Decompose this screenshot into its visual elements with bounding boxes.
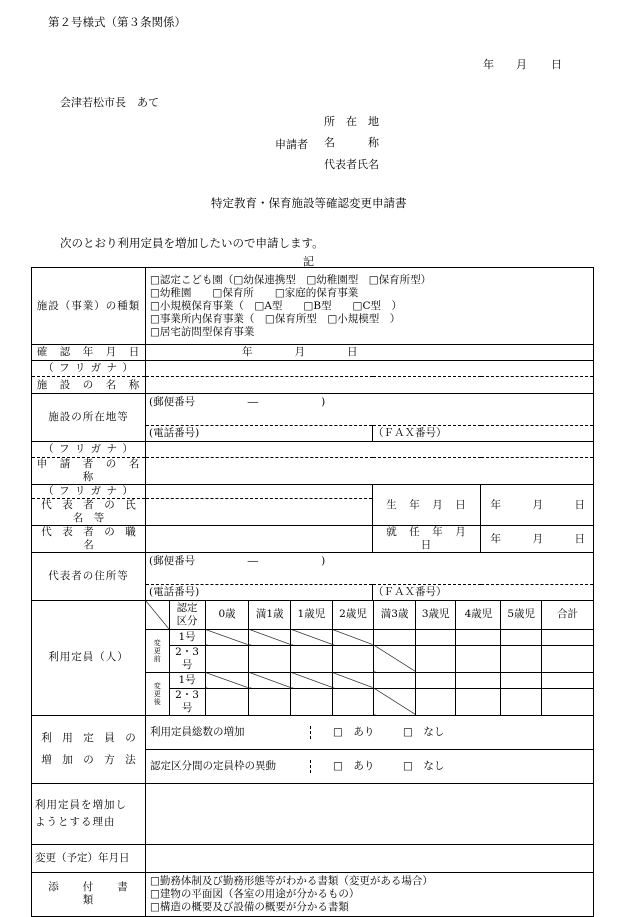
age-header: 4歳児: [456, 601, 501, 629]
representative-name-label: 代表者氏名: [324, 158, 379, 171]
facility-furigana-field[interactable]: [146, 361, 594, 377]
applicant-address-label: 所 在 地: [324, 115, 379, 128]
capacity-grid-cell: [146, 601, 594, 716]
attachments-row: [32, 872, 594, 916]
age-header: 5歳児: [501, 601, 542, 629]
facility-type-option[interactable]: □小規模保育事業（ □A型 □B型 □C型 ）: [150, 299, 403, 312]
capacity-cell-disabled: [205, 672, 249, 688]
facility-fax-field[interactable]: （ＦＡＸ番号）: [373, 426, 594, 442]
addressee: 会津若松市長 あて: [60, 96, 159, 109]
capacity-row: [32, 601, 594, 716]
rep-postal-field[interactable]: (郵便番号 ― ): [146, 553, 594, 585]
capacity-cell[interactable]: [415, 629, 456, 645]
applicant-name-row: [32, 458, 594, 485]
facility-furigana-row: [32, 361, 594, 377]
page-title: 特定教育・保育施設等確認変更申請書: [211, 196, 407, 210]
rep-address-row: [32, 553, 594, 585]
ki-label: 記: [303, 255, 314, 268]
capacity-cell[interactable]: [541, 672, 593, 688]
corner-cell: [146, 601, 169, 629]
rep-furigana-row: [32, 485, 594, 499]
facility-name-field[interactable]: [146, 377, 594, 394]
rep-furigana-field[interactable]: [146, 485, 373, 499]
birth-date-label: 生 年 月 日: [373, 485, 481, 526]
facility-type-option[interactable]: □事業所内保育事業（ □保育所型 □小規模型 ）: [150, 312, 401, 325]
facility-type-options: [146, 268, 594, 345]
facility-type-option[interactable]: □認定こども園（□幼保連携型 □幼稚園型 □保育所型）: [150, 273, 432, 286]
rep-phone-field[interactable]: (電話番号): [146, 585, 373, 601]
method-inter-cell: [146, 749, 594, 783]
capacity-cell-disabled: [332, 629, 374, 645]
capacity-cell[interactable]: [501, 672, 542, 688]
inter-no-checkbox[interactable]: □ なし: [403, 759, 445, 772]
rep-title-field[interactable]: [146, 526, 373, 553]
capacity-cell[interactable]: [456, 672, 501, 688]
reason-label: 利用定員を増加し ようとする理由: [32, 783, 146, 844]
category-1-label: 1号: [169, 672, 205, 688]
facility-name-row: [32, 377, 594, 394]
capacity-cell[interactable]: [501, 629, 542, 645]
total-increase-label: 利用定員総数の増加: [146, 726, 311, 739]
attachment-item[interactable]: □勤務体制及び勤務形態等がわかる書類（変更がある場合）: [150, 874, 433, 887]
capacity-cell[interactable]: [291, 688, 333, 715]
facility-address-row: [32, 394, 594, 426]
facility-type-option[interactable]: □居宅訪問型保育事業: [150, 325, 255, 338]
capacity-cell[interactable]: [456, 645, 501, 672]
capacity-cell-disabled: [374, 688, 416, 715]
capacity-cell-disabled: [249, 629, 291, 645]
total-no-checkbox[interactable]: □ なし: [403, 725, 445, 738]
capacity-cell[interactable]: [205, 645, 249, 672]
reason-row: [32, 783, 594, 844]
intro-text: 次のとおり利用定員を増加したいので申請します。: [60, 236, 324, 250]
capacity-label: 利用定員（人）: [32, 601, 146, 716]
capacity-cell[interactable]: [415, 688, 456, 715]
rep-name-field[interactable]: [146, 499, 373, 526]
capacity-cell[interactable]: [541, 645, 593, 672]
attachments-list: [146, 872, 594, 916]
inter-yes-checkbox[interactable]: □ あり: [333, 759, 375, 772]
furigana-label: （ フ リ ガ ナ ）: [32, 361, 146, 377]
capacity-cell[interactable]: [541, 688, 593, 715]
category-1-label: 1号: [169, 629, 205, 645]
capacity-after-1-row: [146, 672, 593, 688]
appointed-date-field[interactable]: 年 月 日: [481, 526, 594, 553]
category-header: 認定 区分: [169, 601, 205, 629]
capacity-cell[interactable]: [541, 629, 593, 645]
application-form-table: [31, 267, 594, 917]
change-date-field[interactable]: [146, 844, 594, 872]
applicant-name-label: 名 称: [324, 136, 379, 149]
birth-date-field[interactable]: 年 月 日: [481, 485, 594, 526]
capacity-cell[interactable]: [205, 688, 249, 715]
furigana-label: （ フ リ ガ ナ ）: [32, 442, 146, 458]
applicant-name-field[interactable]: [146, 458, 594, 485]
capacity-cell[interactable]: [291, 645, 333, 672]
capacity-cell-disabled: [205, 629, 249, 645]
capacity-cell-disabled: [374, 645, 416, 672]
capacity-cell-disabled: [332, 672, 374, 688]
capacity-cell-disabled: [291, 629, 333, 645]
furigana-label: （ フ リ ガ ナ ）: [32, 485, 146, 499]
facility-postal-field[interactable]: (郵便番号 ― ): [146, 394, 594, 426]
confirm-date-label: 確 認 年 月 日: [32, 345, 146, 361]
appointed-date-label: 就 任 年 月 日: [373, 526, 481, 553]
reason-field[interactable]: [146, 783, 594, 844]
capacity-cell[interactable]: [415, 672, 456, 688]
capacity-cell[interactable]: [456, 688, 501, 715]
age-header: 合計: [541, 601, 593, 629]
rep-name-label: 代 表 者 の 氏 名 等: [32, 499, 146, 526]
rep-address-label: 代表者の住所等: [32, 553, 146, 601]
age-header: 0歳: [205, 601, 249, 629]
facility-type-option[interactable]: □幼稚園 □保育所 □家庭的保育事業: [150, 286, 359, 299]
method-label: 利 用 定 員 の 増 加 の 方 法: [32, 715, 146, 783]
method-total-cell: [146, 715, 594, 749]
applicant-label: 申請者: [275, 138, 308, 151]
applicant-name-label: 申 請 者 の 名 称: [32, 458, 146, 485]
age-header: 1歳児: [291, 601, 333, 629]
change-date-row: [32, 844, 594, 872]
capacity-cell-disabled: [249, 672, 291, 688]
confirm-date-row: [32, 345, 594, 361]
facility-type-label: 施設（事業）の種類: [32, 268, 146, 345]
facility-phone-field[interactable]: (電話番号): [146, 426, 373, 442]
facility-address-label: 施設の所在地等: [32, 394, 146, 442]
age-header: 満3歳: [374, 601, 416, 629]
category-23-label: 2・3号: [169, 645, 205, 672]
capacity-grid: [146, 601, 593, 715]
capacity-before-1-row: [146, 629, 593, 645]
capacity-cell[interactable]: [249, 688, 291, 715]
date-day-label: 日: [551, 58, 562, 71]
date-year-label: 年: [483, 58, 494, 71]
capacity-header-row: [146, 601, 593, 629]
capacity-cell[interactable]: [249, 645, 291, 672]
capacity-before-23-row: [146, 645, 593, 672]
attachment-item[interactable]: □建物の平面図（各室の用途が分かるもの）: [150, 887, 360, 900]
capacity-cell[interactable]: [374, 629, 416, 645]
capacity-after-23-row: [146, 688, 593, 715]
before-label: 変 更 前: [146, 629, 169, 672]
capacity-cell[interactable]: [456, 629, 501, 645]
capacity-cell[interactable]: [374, 672, 416, 688]
change-date-label: 変更（予定）年月日: [32, 844, 146, 872]
rep-title-label: 代 表 者 の 職 名: [32, 526, 146, 553]
inter-category-label: 認定区分間の定員枠の異動: [146, 760, 311, 773]
capacity-cell[interactable]: [332, 645, 374, 672]
capacity-cell[interactable]: [501, 688, 542, 715]
facility-type-row: [32, 268, 594, 345]
category-23-label: 2・3号: [169, 688, 205, 715]
after-label: 変 更 後: [146, 672, 169, 715]
form-number: 第２号様式（第３条関係）: [48, 15, 186, 29]
total-yes-checkbox[interactable]: □ あり: [333, 725, 375, 738]
capacity-cell-disabled: [291, 672, 333, 688]
date-month-label: 月: [516, 58, 527, 71]
method-total-row: [32, 715, 594, 749]
age-header: 2歳児: [332, 601, 374, 629]
capacity-cell[interactable]: [501, 645, 542, 672]
age-header: 満1歳: [249, 601, 291, 629]
confirm-date-field[interactable]: 年 月 日: [146, 345, 594, 361]
rep-title-row: [32, 526, 594, 553]
facility-name-label: 施 設 の 名 称: [32, 377, 146, 394]
capacity-cell[interactable]: [415, 645, 456, 672]
attachment-item[interactable]: □構造の概要及び設備の概要が分かる書類: [150, 900, 349, 913]
age-header: 3歳児: [415, 601, 456, 629]
attachments-label: 添 付 書 類: [32, 872, 146, 916]
applicant-furigana-row: [32, 442, 594, 458]
capacity-cell[interactable]: [332, 688, 374, 715]
applicant-furigana-field[interactable]: [146, 442, 594, 458]
rep-fax-field[interactable]: （ＦＡＸ番号）: [373, 585, 594, 601]
